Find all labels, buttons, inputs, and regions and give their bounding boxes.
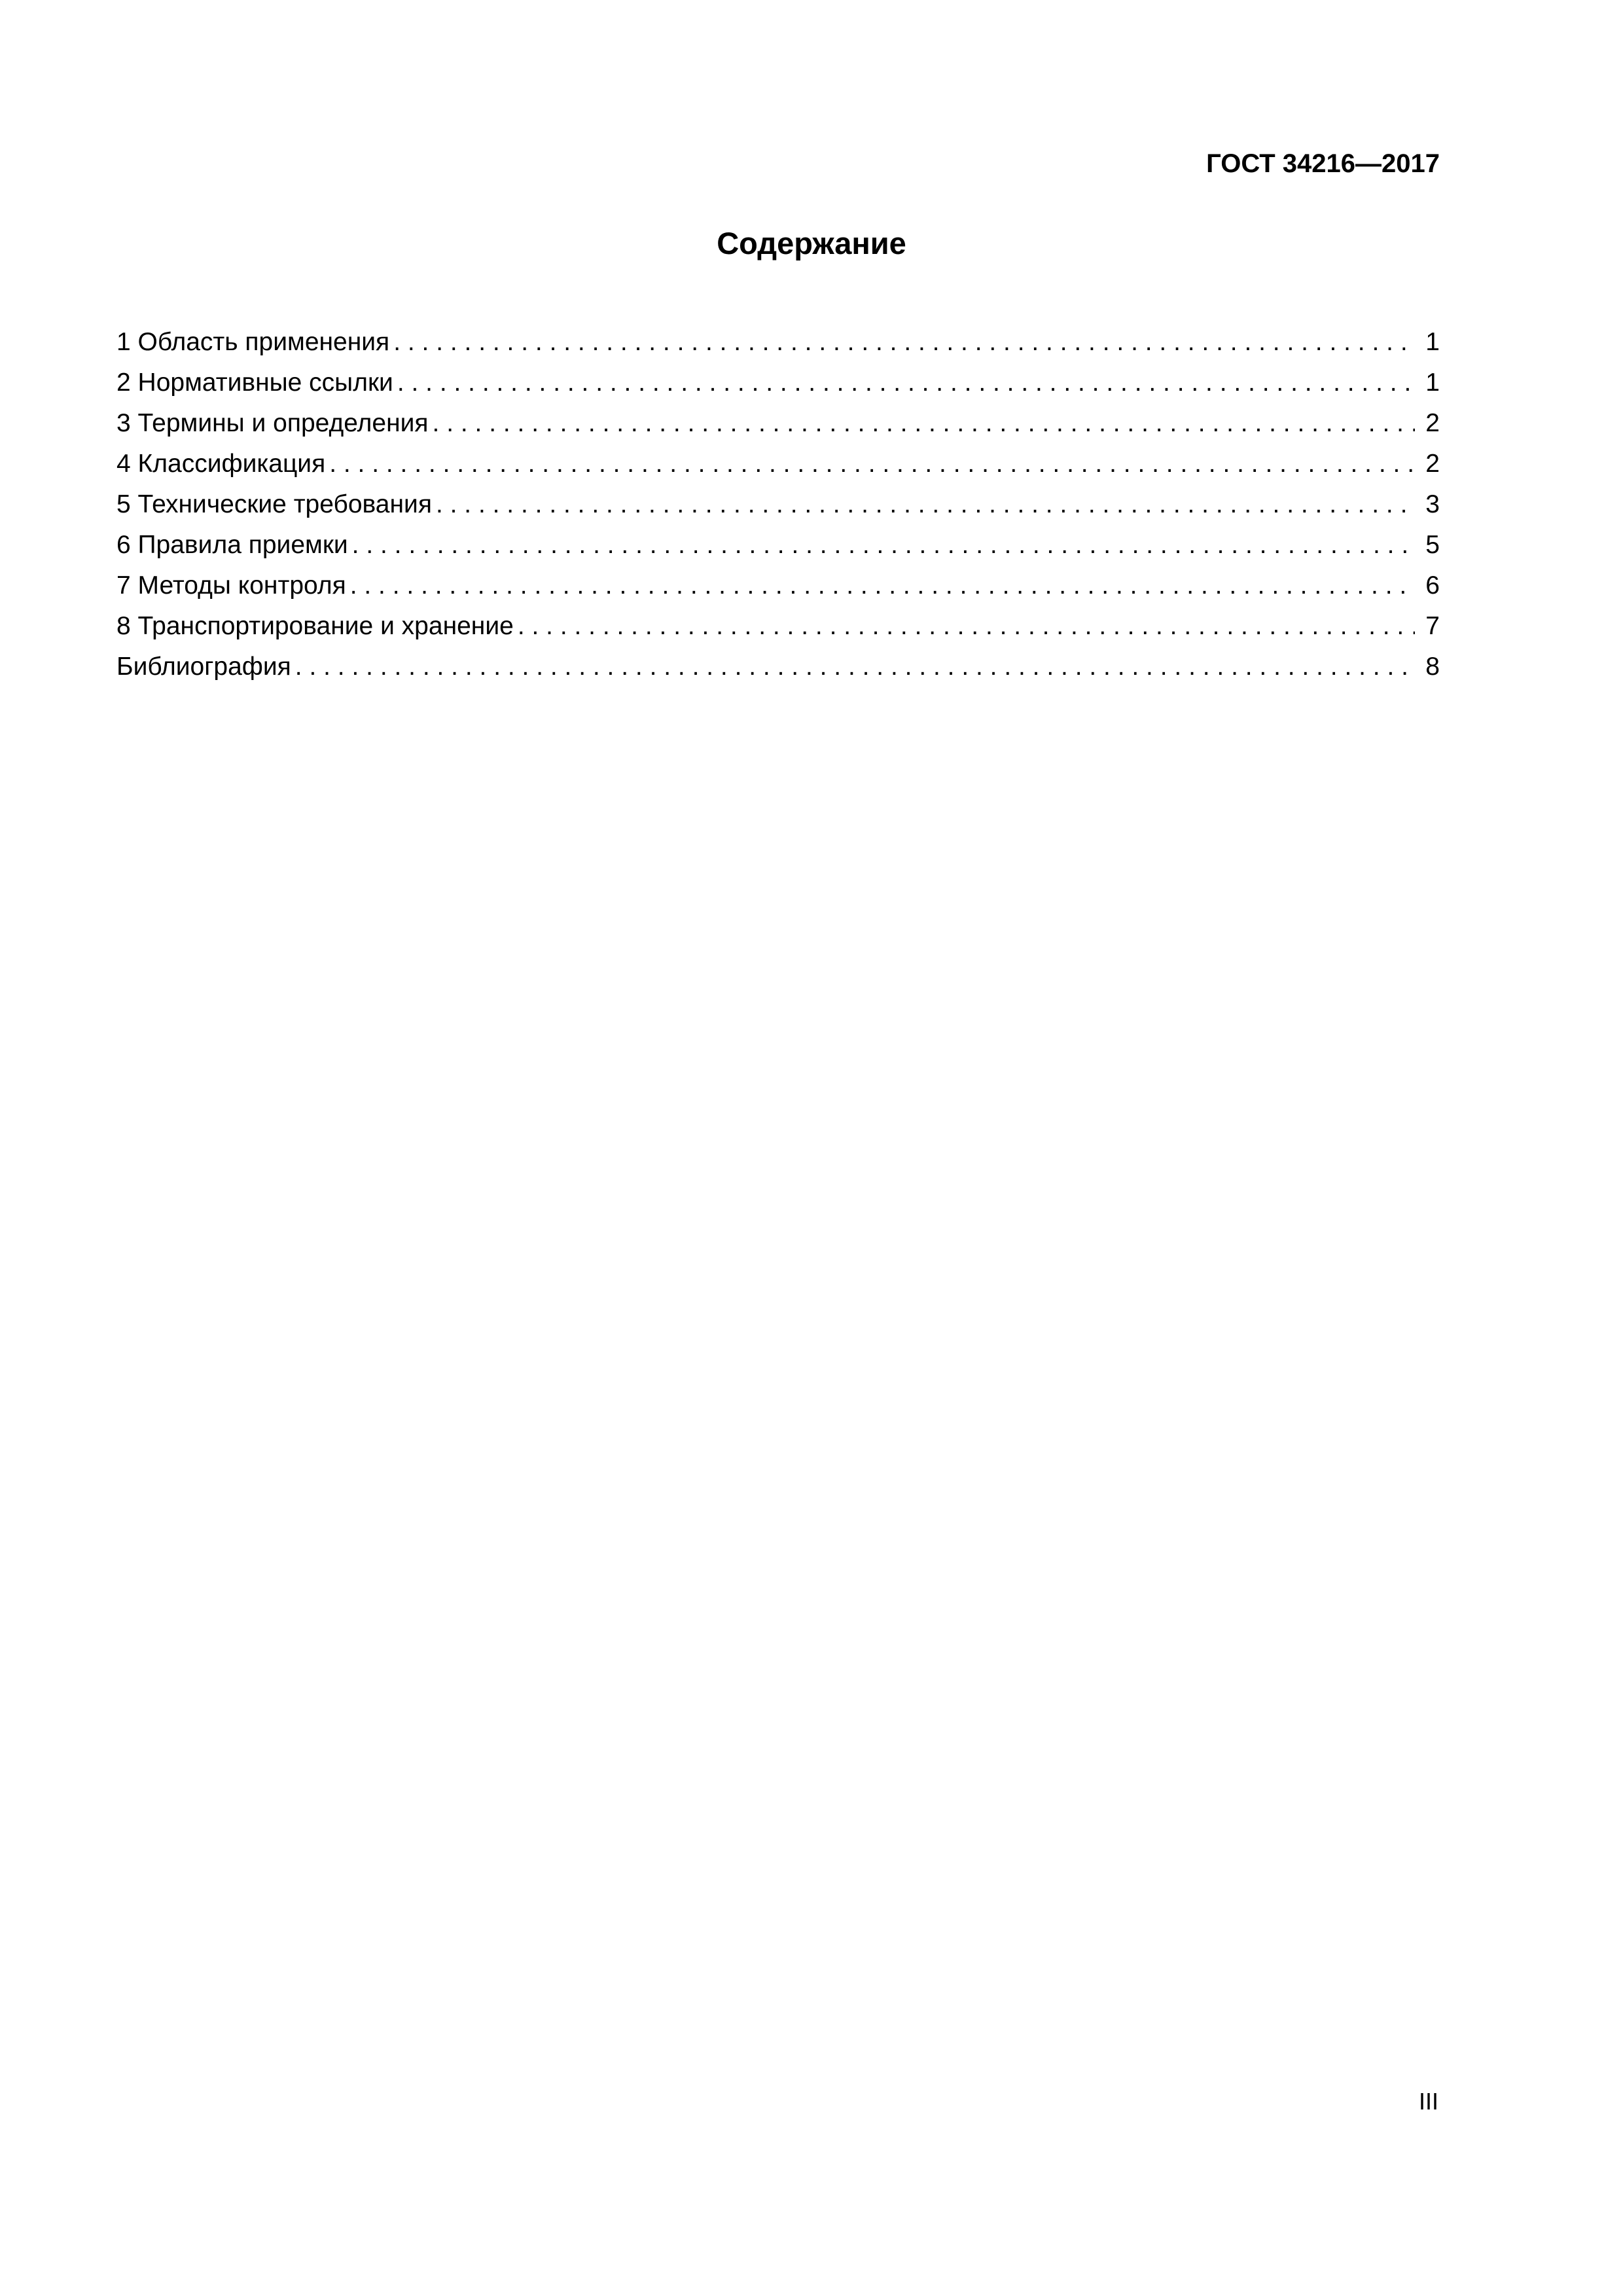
toc-entry-page: 1 [1425,368,1440,397]
toc-entry-bibliography[interactable] [116,647,1440,687]
document-code: ГОСТ 34216—2017 [1206,149,1440,178]
toc-entry-page: 2 [1425,409,1440,437]
toc-dot-leader [352,525,1415,565]
toc-entry-label: 4 Классификация [116,450,326,478]
toc-entry-label: Библиография [116,653,291,681]
toc-entry-label: 5 Технические требования [116,490,432,518]
toc-dot-leader [397,363,1415,403]
toc-entry-page: 5 [1425,531,1440,559]
toc-entry-page: 7 [1425,612,1440,640]
page-number: III [1418,2088,1438,2115]
toc-entry-test-methods[interactable] [116,565,1440,606]
toc-entry-label: 3 Термины и определения [116,409,429,437]
toc-entry-transport-storage[interactable] [116,606,1440,647]
toc-entry-classification[interactable] [116,444,1440,484]
toc-entry-terms-definitions[interactable] [116,403,1440,444]
toc-entry-page: 1 [1425,328,1440,356]
toc-entry-page: 2 [1425,450,1440,478]
toc-entry-label: 7 Методы контроля [116,571,346,600]
toc-entry-label: 8 Транспортирование и хранение [116,612,514,640]
toc-entry-scope[interactable] [116,322,1440,363]
toc-dot-leader [350,565,1415,606]
toc-dot-leader [433,403,1415,444]
toc-dot-leader [436,484,1415,525]
table-of-contents [116,322,1440,687]
toc-entry-page: 6 [1425,571,1440,600]
toc-entry-label: 1 Область применения [116,328,390,356]
toc-entry-page: 8 [1425,653,1440,681]
toc-entry-technical-requirements[interactable] [116,484,1440,525]
toc-entry-normative-references[interactable] [116,363,1440,403]
toc-entry-label: 6 Правила приемки [116,531,348,559]
toc-dot-leader [329,444,1415,484]
toc-dot-leader [518,606,1415,647]
toc-entry-label: 2 Нормативные ссылки [116,368,393,397]
toc-dot-leader [393,322,1415,363]
toc-entry-page: 3 [1425,490,1440,518]
toc-dot-leader [295,647,1415,687]
toc-entry-acceptance-rules[interactable] [116,525,1440,565]
toc-title: Содержание [717,226,906,260]
